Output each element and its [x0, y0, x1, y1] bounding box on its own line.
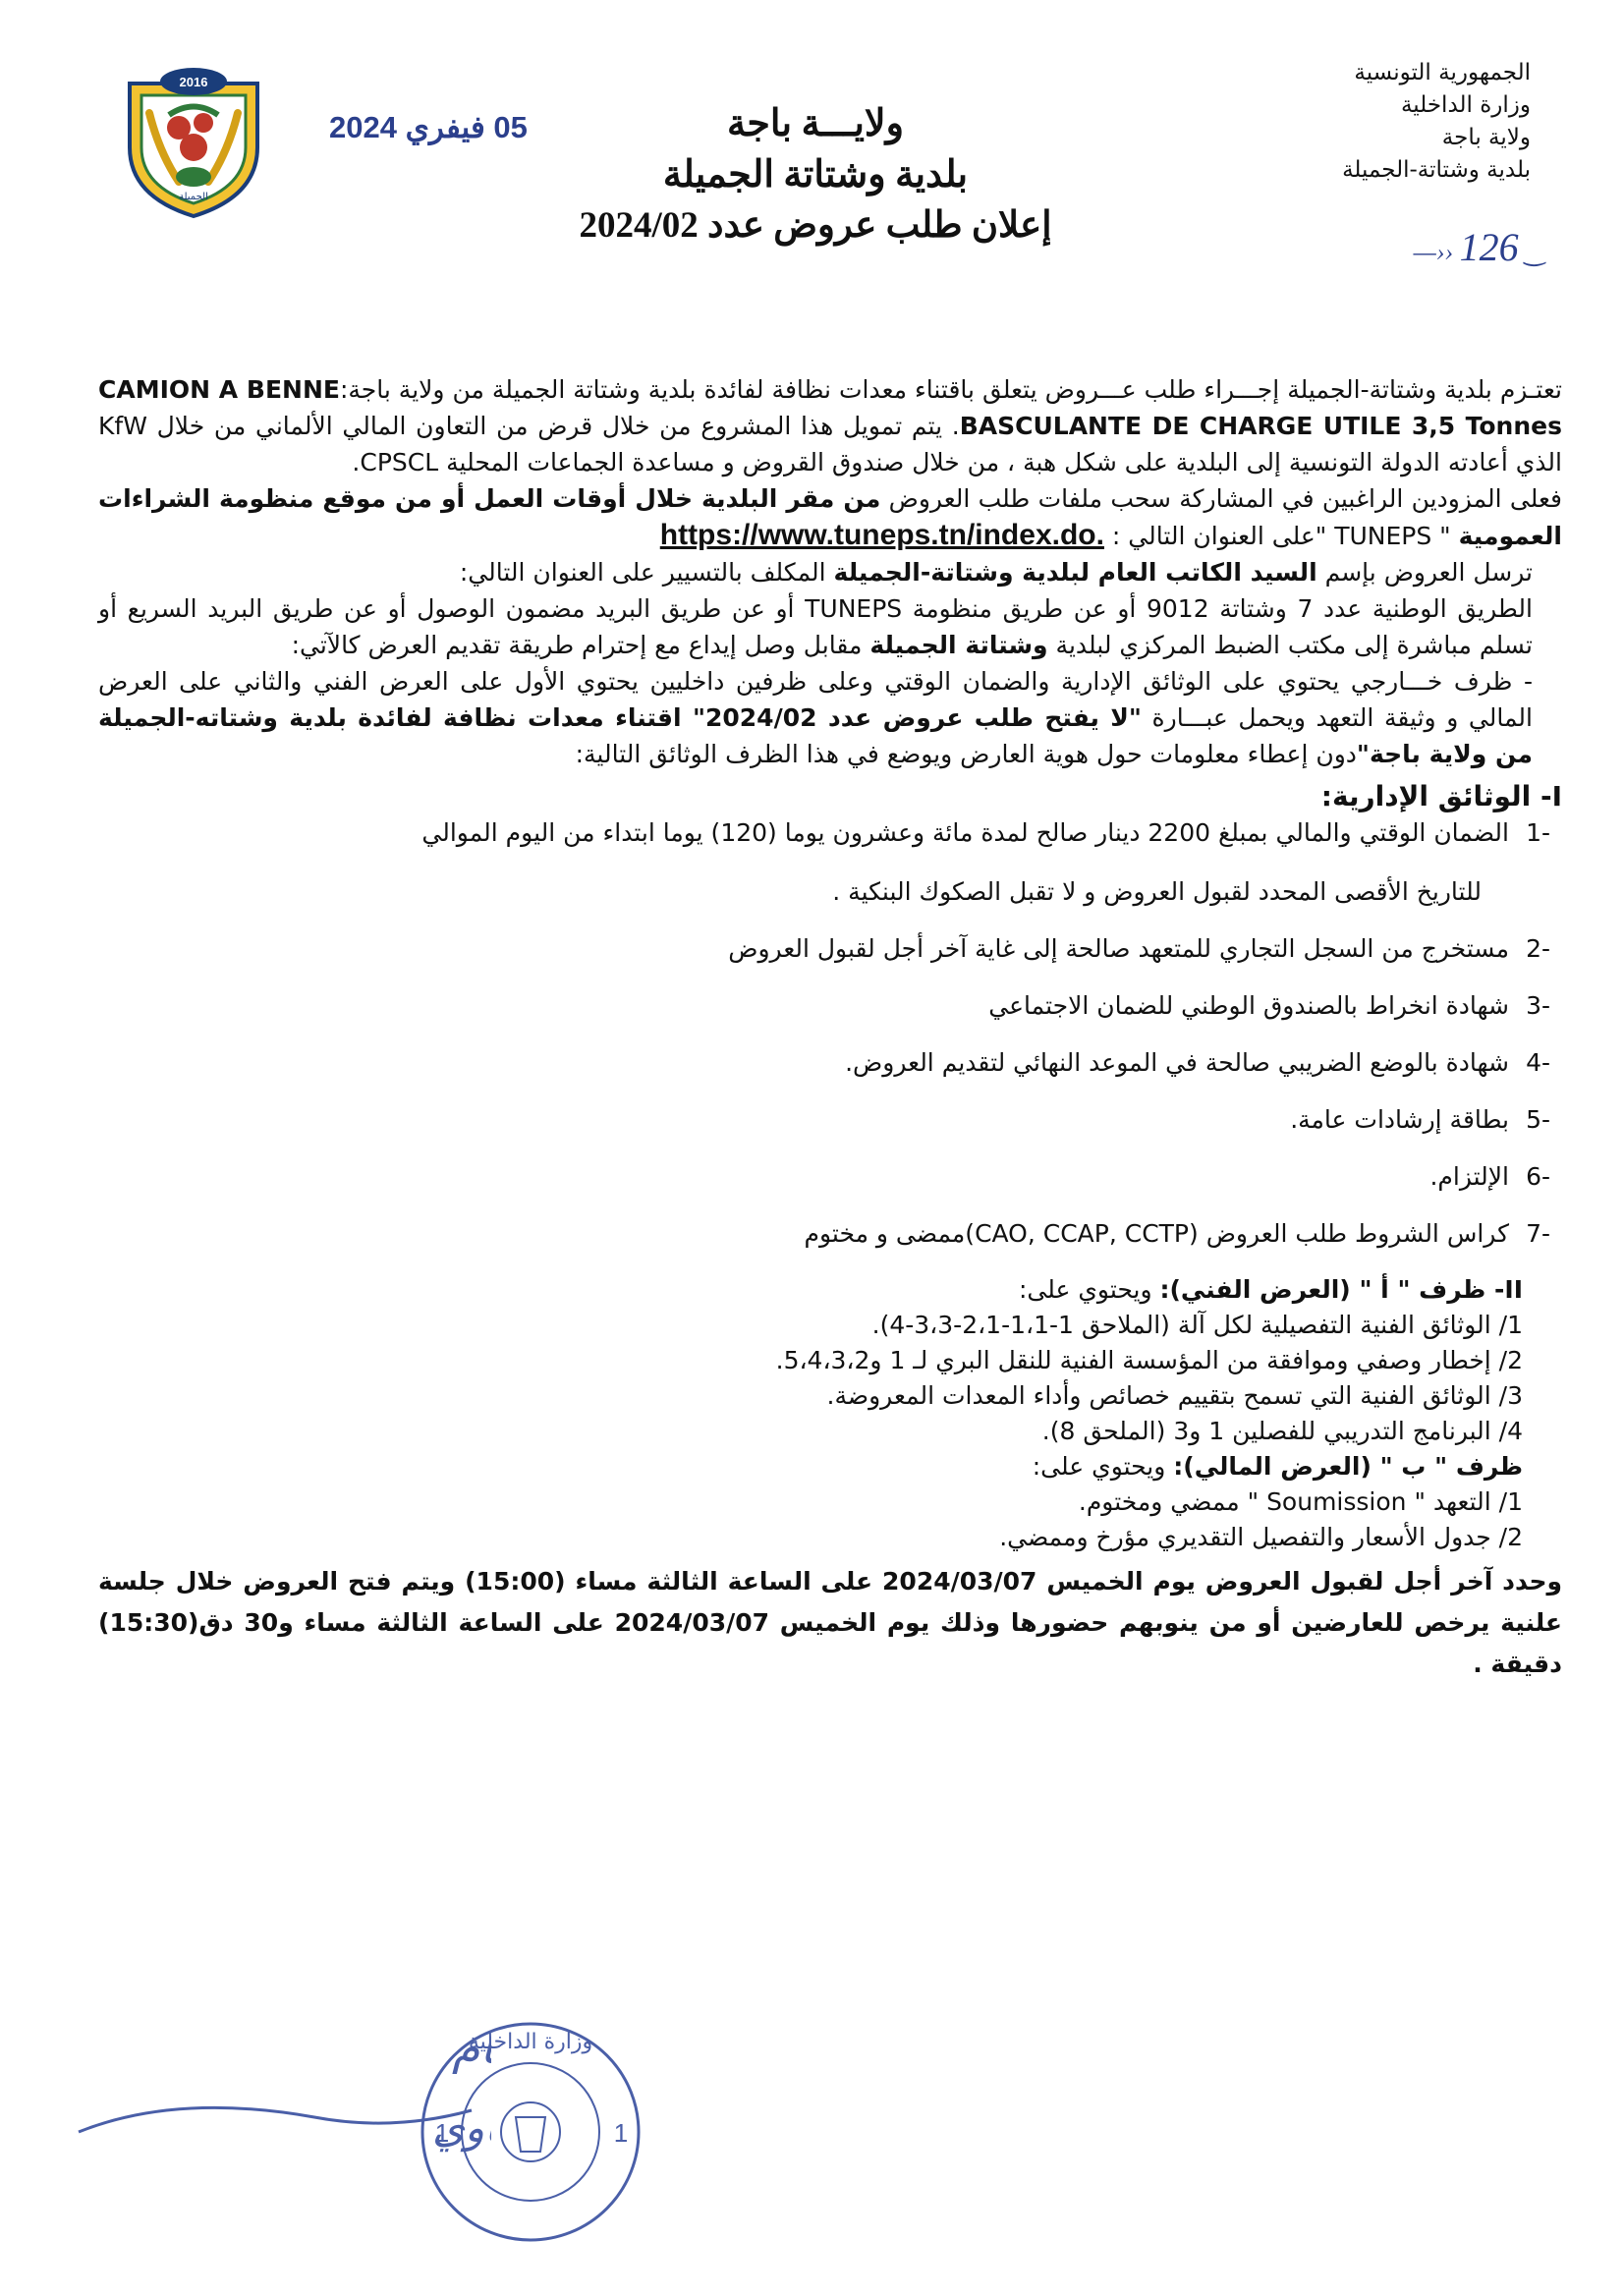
address-paragraph	[98, 590, 1562, 663]
address-text-cont: مقابل وصل إيداع مع إحترام طريقة تقديم العرض كالآتي:	[291, 631, 870, 659]
admin-documents-list	[98, 814, 1562, 1253]
stamp-seal-icon	[403, 2009, 658, 2255]
reference-number	[1414, 224, 1545, 270]
title-governorate: ولايـــة باجة	[727, 103, 904, 144]
item-text: الإلتزام.	[1429, 1162, 1509, 1191]
document-body	[98, 371, 1562, 1685]
tuneps-link[interactable]: https://www.tuneps.tn/index.do.	[659, 519, 1104, 551]
list-item	[98, 1158, 1562, 1196]
ministry-line: ولاية باجة	[1441, 125, 1531, 150]
stamp-number-left: 1	[434, 2118, 450, 2148]
handwritten-dash: —››	[1413, 238, 1460, 266]
item-text-cont: للتاريخ الأقصى المحدد لقبول العروض و لا تقبل الصكوك البنكية .	[832, 877, 1482, 906]
list-item: 2/ إخطار وصفي وموافقة من المؤسسة الفنية للنقل البري لـ 1 و5،4،3،2.	[775, 1346, 1523, 1374]
list-item: 1/ التعهد " Soumission " ممضي ومختوم.	[1078, 1487, 1523, 1516]
envelope-text: - ظرف خـــارجي يحتوي على الوثائق الإدارية والضمان الوقتي وعلى ظرفين داخليين يحتوي الأول على العرض الفني والثاني على العرض المالي و وثيقة التعهد ويحمل عبـــارة	[98, 667, 1533, 732]
technical-documents-list	[98, 1308, 1562, 1449]
stamp-number-right: 1	[613, 2118, 629, 2148]
date-stamp: 05 فيفري 2024	[329, 110, 528, 144]
logo-year: 2016	[179, 75, 208, 89]
intro-item-fr: CAMION A BENNE BASCULANTE DE CHARGE UTILE 3,5 Tonnes	[98, 375, 1562, 440]
address-text: الطريق الوطنية عدد 7 وشتاتة 9012 أو عن طريق منظومة TUNEPS أو عن طريق البريد مضمون الوصول أو عن طريق البريد السريع أو تسلم مباشرة إلى مكتب الضبط المركزي لبلدية	[98, 594, 1533, 659]
logo-emblem-icon	[110, 54, 277, 221]
document-titles	[462, 98, 1169, 252]
envelope-paragraph	[98, 663, 1562, 772]
item-number: -2	[1526, 934, 1550, 963]
signature-name: وي	[432, 2103, 485, 2152]
signature-title: ام	[452, 2021, 491, 2074]
section-technical-title	[98, 1272, 1562, 1308]
financial-documents-list	[98, 1484, 1562, 1555]
item-number: -7	[1526, 1219, 1550, 1248]
section-technical-rest: ويحتوي على:	[1018, 1275, 1160, 1304]
list-item	[98, 1101, 1562, 1139]
item-text: الضمان الوقتي والمالي بمبلغ 2200 دينار صالح لمدة مائة وعشرون يوما (120) يوما ابتداء من اليوم الموالي	[421, 818, 1509, 847]
list-item	[98, 814, 1562, 911]
handwritten-dash: ‿	[1518, 238, 1545, 266]
item-number: -3	[1526, 991, 1550, 1020]
item-text: شهادة انخراط بالصندوق الوطني للضمان الاجتماعي	[988, 991, 1509, 1020]
list-item	[98, 987, 1562, 1025]
withdraw-text-cont: " TUNEPS "على العنوان التالي :	[1103, 522, 1459, 550]
section-financial-title	[98, 1449, 1562, 1484]
withdraw-paragraph	[98, 480, 1562, 554]
section-financial-rest: ويحتوي على:	[1032, 1452, 1174, 1481]
withdraw-text: فعلى المزودين الراغبين في المشاركة سحب ملفات طلب العروض	[880, 484, 1562, 513]
section-admin-title: I- الوثائق الإدارية:	[1320, 780, 1562, 812]
section-technical-bold: II- ظرف " أ " (العرض الفني):	[1159, 1275, 1523, 1304]
stamp-ring-text: وزارة الداخلية	[468, 2030, 593, 2054]
item-number: -4	[1526, 1048, 1550, 1077]
deadline-paragraph: وحدد آخر أجل لقبول العروض يوم الخميس 2024/03/07 على الساعة الثالثة مساء (15:00) ويتم فتح العروض خلال جلسة علنية يرخص للعارضين أو من ينوبهم حضورها وذلك يوم الخميس 2024/03/07 على الساعة الثالثة مساء و30 دق(15:30) دقيقة .	[98, 1567, 1563, 1678]
item-text: مستخرج من السجل التجاري للمتعهد صالحة إلى غاية آخر أجل لقبول العروض	[728, 934, 1509, 963]
list-item: 3/ الوثائق الفنية التي تسمح بتقييم خصائص وأداء المعدات المعروضة.	[826, 1381, 1523, 1410]
item-text: كراس الشروط طلب العروض (CAO, CCAP, CCTP)ممضى و مختوم	[804, 1219, 1509, 1248]
title-announcement: إعلان طلب عروض عدد 2024/02	[579, 205, 1052, 246]
logo-label: الجميلة	[179, 192, 208, 202]
send-text-cont: المكلف بالتسيير على العنوان التالي:	[459, 558, 834, 587]
ministry-header	[1206, 57, 1531, 187]
intro-paragraph	[98, 371, 1562, 480]
list-item	[98, 1044, 1562, 1082]
intro-text-cont: . يتم تمويل هذا المشروع من خلال قرض من التعاون المالي الألماني من خلال KfW الذي أعادته الدولة التونسية إلى البلدية على شكل هبة ، من خلال صندوق القروض و مساعدة الجماعات المحلية CPSCL.	[98, 412, 1562, 476]
title-municipality: بلدية وشتاتة الجميلة	[662, 154, 969, 196]
list-item	[98, 930, 1562, 968]
section-financial-bold: ظرف " ب " (العرض المالي):	[1173, 1452, 1523, 1481]
list-item: 2/ جدول الأسعار والتفصيل التقديري مؤرخ وممضي.	[999, 1523, 1523, 1551]
send-paragraph	[98, 554, 1562, 590]
envelope-text-cont: دون إعطاء معلومات حول هوية العارض ويوضع في هذا الظرف الوثائق التالية:	[575, 740, 1357, 768]
item-number: -1	[1526, 818, 1550, 847]
send-bold: السيد الكاتب العام لبلدية وشتاتة-الجميلة	[833, 558, 1317, 587]
ministry-line: الجمهورية التونسية	[1354, 60, 1531, 85]
ministry-line: وزارة الداخلية	[1400, 92, 1531, 118]
reference-number-value: 126	[1459, 225, 1519, 269]
list-item: 1/ الوثائق الفنية التفصيلية لكل آلة (الملاحق 1-1،1-2،1-3،3-4).	[871, 1311, 1523, 1339]
item-number: -6	[1526, 1162, 1550, 1191]
withdraw-bold: من مقر البلدية خلال أوقات العمل أو من موقع منظومة الشراءات العمومية	[98, 484, 1562, 550]
list-item	[98, 1215, 1562, 1253]
list-item: 4/ البرنامج التدريبي للفصلين 1 و3 (الملحق 8).	[1041, 1417, 1523, 1445]
address-bold: وشتاتة الجميلة	[869, 631, 1048, 659]
item-text: شهادة بالوضع الضريبي صالحة في الموعد النهائي لتقديم العروض.	[845, 1048, 1509, 1077]
ministry-line: بلدية وشتاتة-الجميلة	[1342, 157, 1531, 183]
intro-text: تعتـزم بلدية وشتاتة-الجميلة إجـــراء طلب عـــروض يتعلق باقتناء معدات نظافة لفائدة بلدية وشتاتة الجميلة من ولاية باجة:	[339, 375, 1562, 404]
item-number: -5	[1526, 1105, 1550, 1134]
envelope-bold: "لا يفتح طلب عروض عدد 2024/02" اقتناء معدات نظافة لفائدة بلدية وشتاته-الجميلة من ولاية باجة"	[98, 703, 1533, 768]
send-text: ترسل العروض بإسم	[1316, 558, 1533, 587]
item-text: بطاقة إرشادات عامة.	[1290, 1105, 1509, 1134]
municipality-logo	[110, 54, 277, 221]
official-stamp	[403, 2009, 658, 2255]
